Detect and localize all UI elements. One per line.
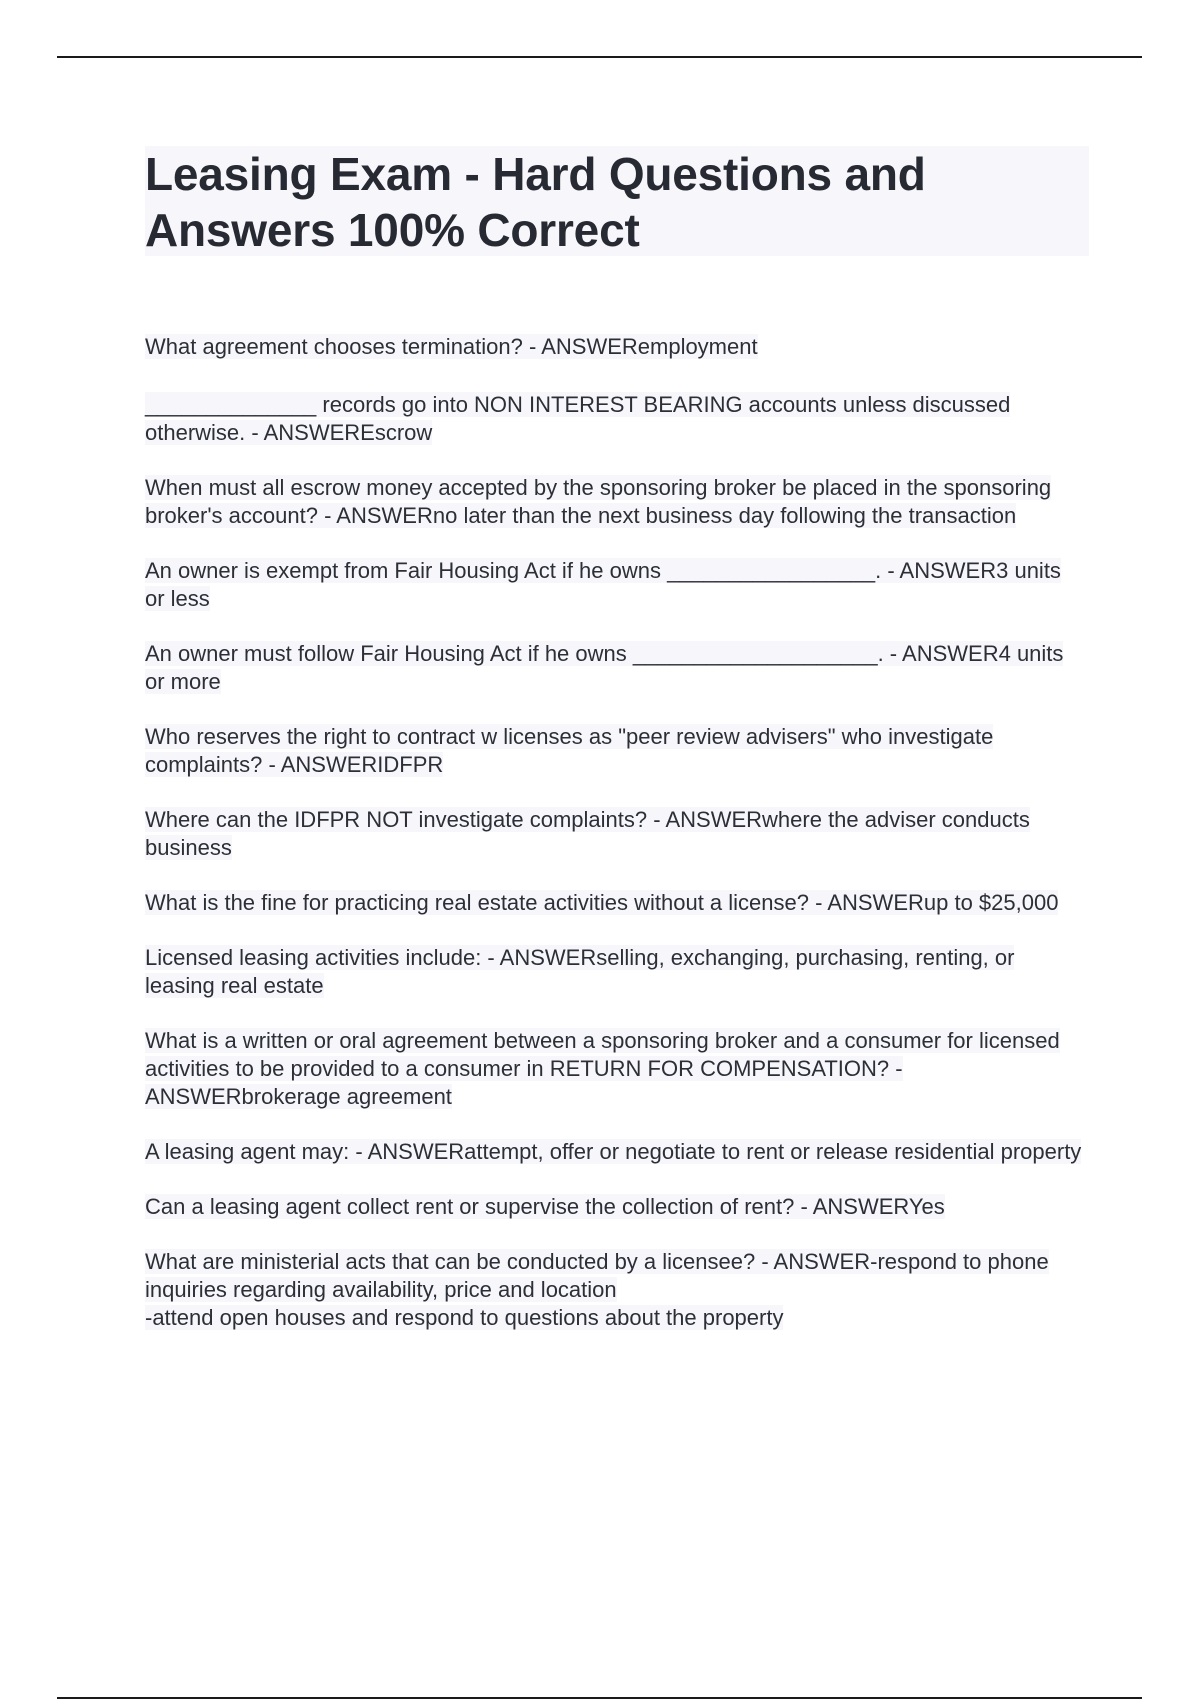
top-rule — [57, 56, 1142, 58]
qa-text-continuation: -attend open houses and respond to questions about the property — [145, 1305, 784, 1330]
qa-item — [145, 723, 1085, 779]
qa-text: An owner is exempt from Fair Housing Act if he owns _________________. - ANSWER3 units or less — [145, 558, 1061, 611]
qa-item — [145, 806, 1085, 862]
qa-text: What agreement chooses termination? - ANSWERemployment — [145, 334, 758, 359]
qa-item — [145, 1027, 1085, 1111]
qa-text: What are ministerial acts that can be conducted by a licensee? - ANSWER-respond to phone inquiries regarding availability, price and location — [145, 1249, 1049, 1302]
qa-item — [145, 557, 1085, 613]
qa-list — [145, 333, 1085, 1359]
qa-text: ______________ records go into NON INTEREST BEARING accounts unless discussed otherwise. - ANSWEREscrow — [145, 392, 1011, 445]
qa-item — [145, 391, 1085, 447]
qa-item — [145, 889, 1085, 917]
bottom-rule — [57, 1697, 1142, 1699]
document-title — [145, 146, 1089, 258]
qa-text: Who reserves the right to contract w licenses as "peer review advisers" who investigate complaints? - ANSWERIDFPR — [145, 724, 994, 777]
qa-item — [145, 333, 1085, 361]
qa-text: Licensed leasing activities include: - ANSWERselling, exchanging, purchasing, renting, or leasing real estate — [145, 945, 1015, 998]
qa-item — [145, 1138, 1085, 1166]
qa-text: Where can the IDFPR NOT investigate complaints? - ANSWERwhere the adviser conducts business — [145, 807, 1030, 860]
title-line-1: Leasing Exam - Hard Questions and — [145, 148, 926, 200]
title-block — [145, 146, 1089, 256]
qa-text: When must all escrow money accepted by the sponsoring broker be placed in the sponsoring broker's account? - ANSWERno later than the next business day following the transaction — [145, 475, 1052, 528]
qa-item — [145, 1248, 1085, 1332]
qa-text: An owner must follow Fair Housing Act if he owns ____________________. - ANSWER4 units or more — [145, 641, 1064, 694]
qa-item — [145, 474, 1085, 530]
qa-item — [145, 944, 1085, 1000]
qa-text: What is a written or oral agreement between a sponsoring broker and a consumer for licensed activities to be provided to a consumer in RETURN FOR COMPENSATION? - ANSWERbrokerage agreement — [145, 1028, 1060, 1109]
qa-item — [145, 640, 1085, 696]
qa-text: Can a leasing agent collect rent or supervise the collection of rent? - ANSWERYes — [145, 1194, 945, 1219]
qa-text: A leasing agent may: - ANSWERattempt, offer or negotiate to rent or release residential property — [145, 1139, 1082, 1164]
qa-text: What is the fine for practicing real estate activities without a license? - ANSWERup to $25,000 — [145, 890, 1059, 915]
title-line-2: Answers 100% Correct — [145, 204, 640, 256]
qa-item — [145, 1193, 1085, 1221]
